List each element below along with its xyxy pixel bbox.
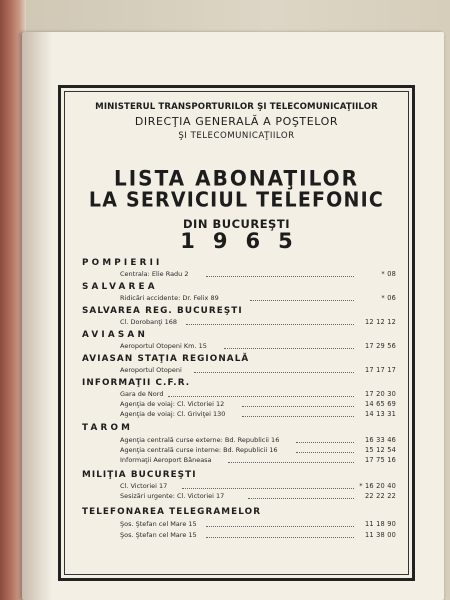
ministry-heading: MINISTERUL TRANSPORTURILOR ŞI TELECOMUNICAŢIILOR (95, 102, 378, 112)
title-line-1: LISTA ABONAŢILOR (113, 165, 360, 191)
list-item (82, 318, 396, 328)
section-informatii-cfr: INFORMAŢII C.F.R. (82, 378, 191, 388)
entry-number: * 06 (381, 294, 396, 302)
entry-number: 16 33 46 (365, 436, 396, 444)
list-item (82, 482, 396, 492)
entry-number: 17 17 17 (365, 366, 396, 374)
entry-label: Şos. Ştefan cel Mare 15 (120, 531, 197, 539)
list-item (82, 294, 396, 304)
leader-dots (194, 372, 354, 373)
directorate-heading: DIRECŢIA GENERALĂ A POŞTELOR (134, 115, 339, 128)
entry-number: 14 13 31 (365, 410, 396, 418)
section-salvarea: SALVAREA (82, 282, 158, 292)
list-item (82, 390, 396, 400)
leader-dots (296, 442, 354, 443)
section-telefonarea: TELEFONAREA TELEGRAMELOR (82, 507, 262, 517)
leader-dots (206, 526, 354, 527)
entry-label: Gara de Nord (120, 390, 164, 398)
section-militia: MILIŢIA BUCUREŞTI (82, 470, 197, 480)
list-item (82, 436, 396, 446)
directorate-subheading: ŞI TELECOMUNICAŢIILOR (178, 131, 295, 141)
list-item (82, 456, 396, 466)
leader-dots (206, 276, 354, 277)
entry-number: 12 12 12 (365, 318, 396, 326)
page-shadow (22, 32, 52, 600)
section-aviasan-statia: AVIASAN STAŢIA REGIONALĂ (82, 354, 250, 364)
list-item (82, 446, 396, 456)
entry-label: Centrala: Elie Radu 2 (120, 270, 189, 278)
list-item (82, 531, 396, 541)
list-item (82, 492, 396, 502)
leader-dots (248, 498, 354, 499)
entry-label: Agenţia centrală curse interne: Bd. Republicii 16 (120, 446, 278, 454)
title-year: 1965 (180, 229, 311, 253)
entry-label: Aeroportul Otopeni Km. 15 (120, 342, 207, 350)
entry-label: Cl. Victoriei 17 (120, 482, 168, 490)
title-line-2: LA SERVICIUL TELEFONIC (88, 188, 385, 212)
entry-number: 14 65 69 (365, 400, 396, 408)
leader-dots (250, 300, 354, 301)
entry-label: Agenţia de voiaj: Cl. Victoriei 12 (120, 400, 225, 408)
entry-label: Cl. Dorobanţi 168 (120, 318, 178, 326)
entry-label: Sesizări urgente: Cl. Victoriei 17 (120, 492, 225, 500)
list-item (82, 270, 396, 280)
entry-number: 17 20 30 (365, 390, 396, 398)
entry-number: 11 38 00 (365, 531, 396, 539)
section-pompierii: POMPIERII (82, 258, 163, 268)
list-item (82, 520, 396, 530)
leader-dots (242, 406, 354, 407)
entry-number: 11 18 90 (365, 520, 396, 528)
leader-dots (228, 462, 354, 463)
leader-dots (242, 416, 354, 417)
entry-label: Agenţia centrală curse externe: Bd. Republicii 16 (120, 436, 280, 444)
section-salvarea-reg: SALVAREA REG. BUCUREŞTI (82, 306, 243, 316)
leader-dots (186, 324, 354, 325)
leader-dots (224, 348, 354, 349)
entry-label: Şos. Ştefan cel Mare 15 (120, 520, 197, 528)
section-tarom: TAROM (82, 423, 134, 433)
leader-dots (206, 537, 354, 538)
entry-number: 17 29 56 (365, 342, 396, 350)
entry-number: 15 12 54 (365, 446, 396, 454)
section-aviasan: AVIASAN (82, 330, 149, 340)
list-item (82, 400, 396, 410)
list-item (82, 366, 396, 376)
entry-label: Informaţii Aeroport Băneasa (120, 456, 212, 464)
entry-label: Aeroportul Otopeni (120, 366, 182, 374)
leader-dots (182, 488, 354, 489)
list-item (82, 410, 396, 420)
entry-label: Ridicări accidente: Dr. Felix 89 (120, 294, 219, 302)
entry-number: 22 22 22 (365, 492, 396, 500)
leader-dots (296, 452, 354, 453)
entry-number: * 16 20 40 (359, 482, 396, 490)
list-item (82, 342, 396, 352)
entry-label: Agenţia de voiaj: Cl. Griviţei 130 (120, 410, 226, 418)
entry-number: * 08 (381, 270, 396, 278)
leader-dots (168, 396, 354, 397)
entry-number: 17 75 16 (365, 456, 396, 464)
title-line-3: DIN BUCUREŞTI (183, 217, 290, 231)
